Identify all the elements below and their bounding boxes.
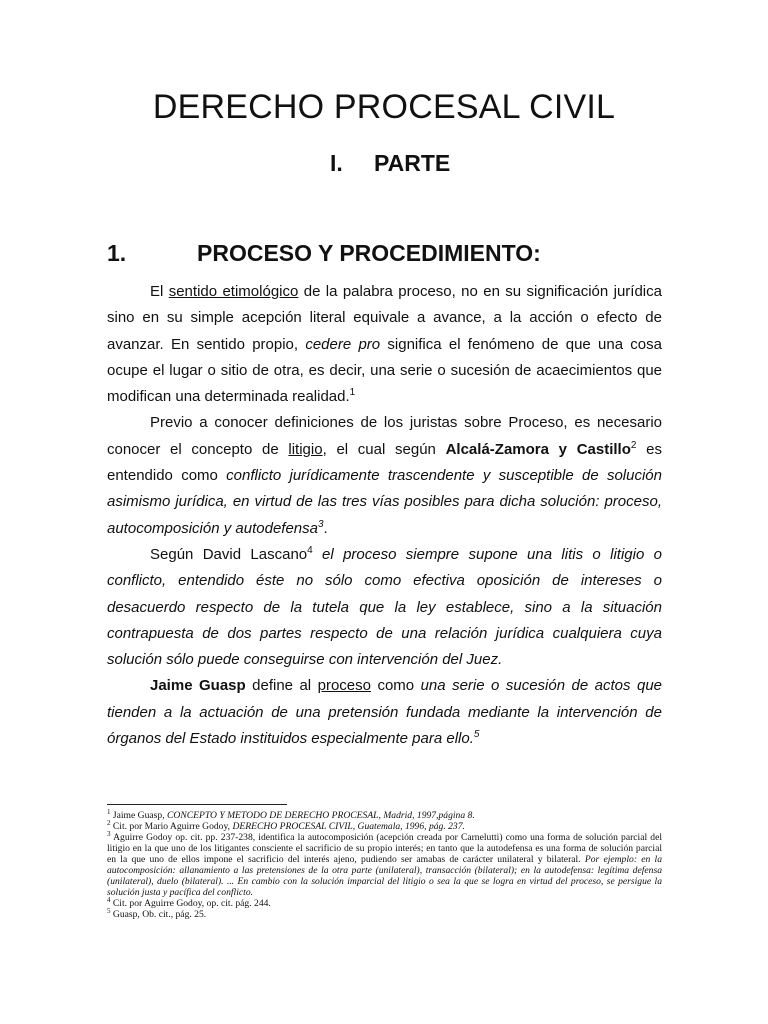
footnote-ref-1[interactable]: 1 — [349, 387, 356, 399]
footnote-3: $^3$ Aguirre Godoy op. cit. pp. 237-238, identifica la autocomposición (acepción creada por Carnelutti) como una forma de solución parcial del litigio en la que uno de los litigantes consciente el sacrificio de su propio interés; en tanto que la autodefensa es una forma de solución parcial en la que uno de ellos impone el sacrificio del interés ajeno, pudiendo ser amabas de carácter unilateral y bilateral. Por ejemplo: en la autocomposición: allanamiento a las pretensiones de la otra parte (unilateral), transacción (bilateral); en la autodefensa: legítima defensa (unilateral), duelo (bilateral). ... En cambio con la solución imparcial del litigio o sea la que se logra en virtud del proceso, se persigue la solución justa y pacífica del conflicto. — [107, 829, 662, 898]
jaime-guasp-bold: Jaime Guasp — [150, 677, 246, 695]
footnote-ref-2[interactable]: 2 — [630, 439, 637, 451]
proceso-underline: proceso — [317, 677, 371, 695]
guasp-definition-italic: una serie o sucesión de actos que tienden a la actuación de una pretensión fundada mediante la intervención de órganos del Estado instituidos especialmente para ello. — [107, 677, 663, 748]
section-number: 1. — [107, 240, 127, 266]
litigio-underline: litigio — [288, 440, 323, 458]
footnote-ref-3[interactable]: 3 — [317, 518, 324, 530]
footnote-separator — [107, 804, 287, 805]
paragraph-3: Según David Lascano$^4$ el proceso siempre supone una litis o litigio o conflicto, entendido éste no sólo como efectiva oposición de intereses o desacuerdo respecto de la tutela que la ley establece, sino a la situación contrapuesta de dos partes respecto de una relación jurídica cualquiera cuya solución sólo puede conseguirse con intervención del Juez. — [107, 544, 662, 669]
sentido-etimologico-underline: sentido etimológico — [168, 283, 299, 300]
conflicto-definition-italic: conflicto jurídicamente trascendente y susceptible de solución asimismo jurídica, en virtud de las tres vías posibles para dicha solución: proceso, autocomposición y autodefensa — [107, 467, 662, 537]
paragraph-4: Jaime Guasp define al proceso como una serie o sucesión de actos que tienden a la actuación de una pretensión fundada mediante la intervención de órganos del Estado instituidos especialmente para ello.$^5$ — [107, 677, 663, 748]
section-label: PROCESO Y PROCEDIMIENTO: — [197, 240, 541, 266]
footnote-2: $^2$ Cit. por Mario Aguirre Godoy, DERECHO PROCESAL CIVIL, Guatemala, 1996, pág. 237. — [107, 818, 465, 832]
paragraph-2: Previo a conocer definiciones de los juristas sobre Proceso, es necesario conocer el concepto de litigio, el cual según Alcalá-Zamora y Castillo$^2$ es entendido como conflicto jurídicamente trascendente y susceptible de solución asimismo jurídica, en virtud de las tres vías posibles para dicha solución: proceso, autocomposición y autodefensa$^3$. — [107, 414, 662, 537]
part-heading — [330, 150, 450, 177]
alcala-zamora-bold: Alcalá-Zamora y Castillo — [445, 440, 631, 458]
body-text — [107, 279, 662, 752]
footnote-4: $^4$ Cit. por Aguirre Godoy, op. cit. pág. 244. — [107, 895, 271, 909]
footnotes — [107, 807, 662, 920]
paragraph-1: El sentido etimológico de la palabra proceso, no en su significación jurídica sino en su simple acepción literal equivale a avance, a la acción o efecto de avanzar. En sentido propio, cedere pro significa el fenómeno de que una cosa ocupe el lugar o sitio de otra, es decir, una serie o sucesión de acaecimientos que modifican una determinada realidad.$^1$ — [107, 283, 662, 406]
section-heading — [107, 240, 541, 267]
cedere-pro-italic: cedere pro — [305, 335, 381, 353]
footnote-1: $^1$ Jaime Guasp, CONCEPTO Y METODO DE DERECHO PROCESAL, Madrid, 1997,página 8. — [107, 807, 475, 821]
footnote-5: $^5$ Guasp, Ob. cit., pág. 25. — [107, 906, 207, 920]
lascano-quote-italic: el proceso siempre supone una litis o litigio o conflicto, entendido éste no sólo como efectiva oposición de intereses o desacuerdo respecto de la tutela que la ley establece, sino a la situación contrapuesta de dos partes respecto de una relación jurídica cualquiera cuya solución sólo puede conseguirse con intervención del Juez. — [107, 545, 662, 669]
footnote-ref-4[interactable]: 4 — [307, 544, 313, 556]
part-label: PARTE — [374, 150, 451, 176]
document-title: DERECHO PROCESAL CIVIL — [152, 88, 616, 126]
footnote-ref-5[interactable]: 5 — [473, 729, 480, 741]
part-number: I. — [330, 150, 343, 176]
